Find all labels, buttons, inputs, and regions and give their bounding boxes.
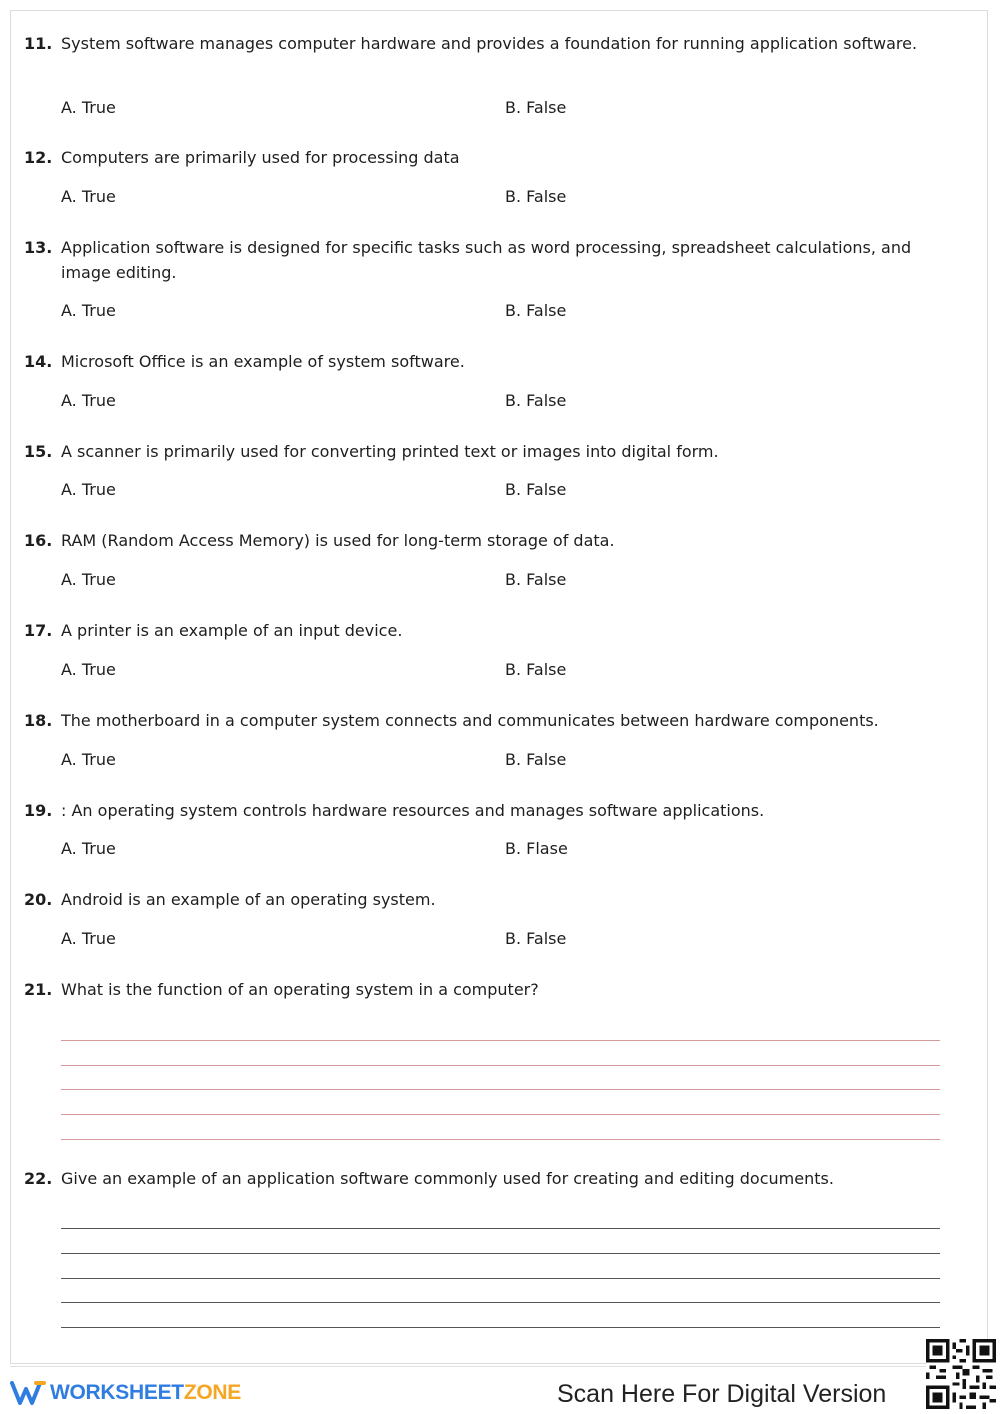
question-text: Application software is designed for specific tasks such as word processing, spreadsheet calculations, and image editing. <box>61 238 912 282</box>
question-15 <box>24 439 924 464</box>
question-text: A scanner is primarily used for converting printed text or images into digital form. <box>61 442 719 461</box>
question-12 <box>24 145 924 170</box>
answer-line <box>61 1065 940 1066</box>
option-b[interactable]: B. False <box>505 929 567 948</box>
logo-text-part2: ZONE <box>183 1381 241 1404</box>
question-number: 19. <box>24 801 53 820</box>
answer-line <box>61 1302 940 1303</box>
question-17 <box>24 618 924 643</box>
logo-text <box>50 1381 241 1405</box>
footer-divider <box>10 1366 988 1367</box>
option-b[interactable]: B. False <box>505 391 567 410</box>
option-b[interactable]: B. False <box>505 301 567 320</box>
option-b[interactable]: B. False <box>505 98 567 117</box>
question-number: 12. <box>24 148 53 167</box>
question-text: Give an example of an application software commonly used for creating and editing documents. <box>61 1169 834 1188</box>
question-21 <box>24 977 924 1002</box>
option-a[interactable]: A. True <box>61 839 116 858</box>
question-16 <box>24 528 924 553</box>
question-text: Microsoft Office is an example of system software. <box>61 352 465 371</box>
question-number: 18. <box>24 711 53 730</box>
question-number: 20. <box>24 890 53 909</box>
question-text: : An operating system controls hardware resources and manages software applications. <box>61 801 765 820</box>
answer-line <box>61 1139 940 1140</box>
page-border <box>10 10 988 1364</box>
worksheetzone-logo[interactable] <box>10 1378 241 1408</box>
question-20 <box>24 887 924 912</box>
option-a[interactable]: A. True <box>61 301 116 320</box>
question-text: What is the function of an operating system in a computer? <box>61 980 539 999</box>
option-a[interactable]: A. True <box>61 929 116 948</box>
option-a[interactable]: A. True <box>61 750 116 769</box>
question-number: 22. <box>24 1169 53 1188</box>
logo-mark-icon <box>10 1379 48 1407</box>
option-b[interactable]: B. False <box>505 750 567 769</box>
question-text: A printer is an example of an input device. <box>61 621 403 640</box>
logo-text-part1: WORKSHEET <box>50 1381 184 1404</box>
option-a[interactable]: A. True <box>61 480 116 499</box>
option-a[interactable]: A. True <box>61 98 116 117</box>
option-b[interactable]: B. False <box>505 187 567 206</box>
qr-code-icon[interactable] <box>926 1339 996 1409</box>
answer-line <box>61 1228 940 1229</box>
question-number: 11. <box>24 34 53 53</box>
answer-line <box>61 1089 940 1090</box>
answer-line <box>61 1327 940 1328</box>
question-number: 13. <box>24 238 53 257</box>
question-18 <box>24 708 924 733</box>
question-text: The motherboard in a computer system connects and communicates between hardware components. <box>61 711 879 730</box>
option-b[interactable]: B. Flase <box>505 839 568 858</box>
option-a[interactable]: A. True <box>61 570 116 589</box>
question-number: 17. <box>24 621 53 640</box>
option-a[interactable]: A. True <box>61 660 116 679</box>
question-text: Computers are primarily used for processing data <box>61 148 460 167</box>
question-22 <box>24 1166 924 1191</box>
question-text: Android is an example of an operating system. <box>61 890 436 909</box>
option-a[interactable]: A. True <box>61 187 116 206</box>
question-number: 14. <box>24 352 53 371</box>
option-b[interactable]: B. False <box>505 660 567 679</box>
question-text: System software manages computer hardware and provides a foundation for running application software. <box>61 34 918 53</box>
option-a[interactable]: A. True <box>61 391 116 410</box>
question-number: 21. <box>24 980 53 999</box>
answer-line <box>61 1114 940 1115</box>
answer-line <box>61 1253 940 1254</box>
question-11 <box>24 31 924 56</box>
answer-line <box>61 1040 940 1041</box>
question-14 <box>24 349 924 374</box>
question-number: 16. <box>24 531 53 550</box>
answer-line <box>61 1278 940 1279</box>
option-b[interactable]: B. False <box>505 570 567 589</box>
question-19 <box>24 798 924 823</box>
question-text: RAM (Random Access Memory) is used for long-term storage of data. <box>61 531 615 550</box>
option-b[interactable]: B. False <box>505 480 567 499</box>
question-13 <box>24 235 924 285</box>
question-number: 15. <box>24 442 53 461</box>
scan-prompt: Scan Here For Digital Version <box>557 1380 887 1408</box>
